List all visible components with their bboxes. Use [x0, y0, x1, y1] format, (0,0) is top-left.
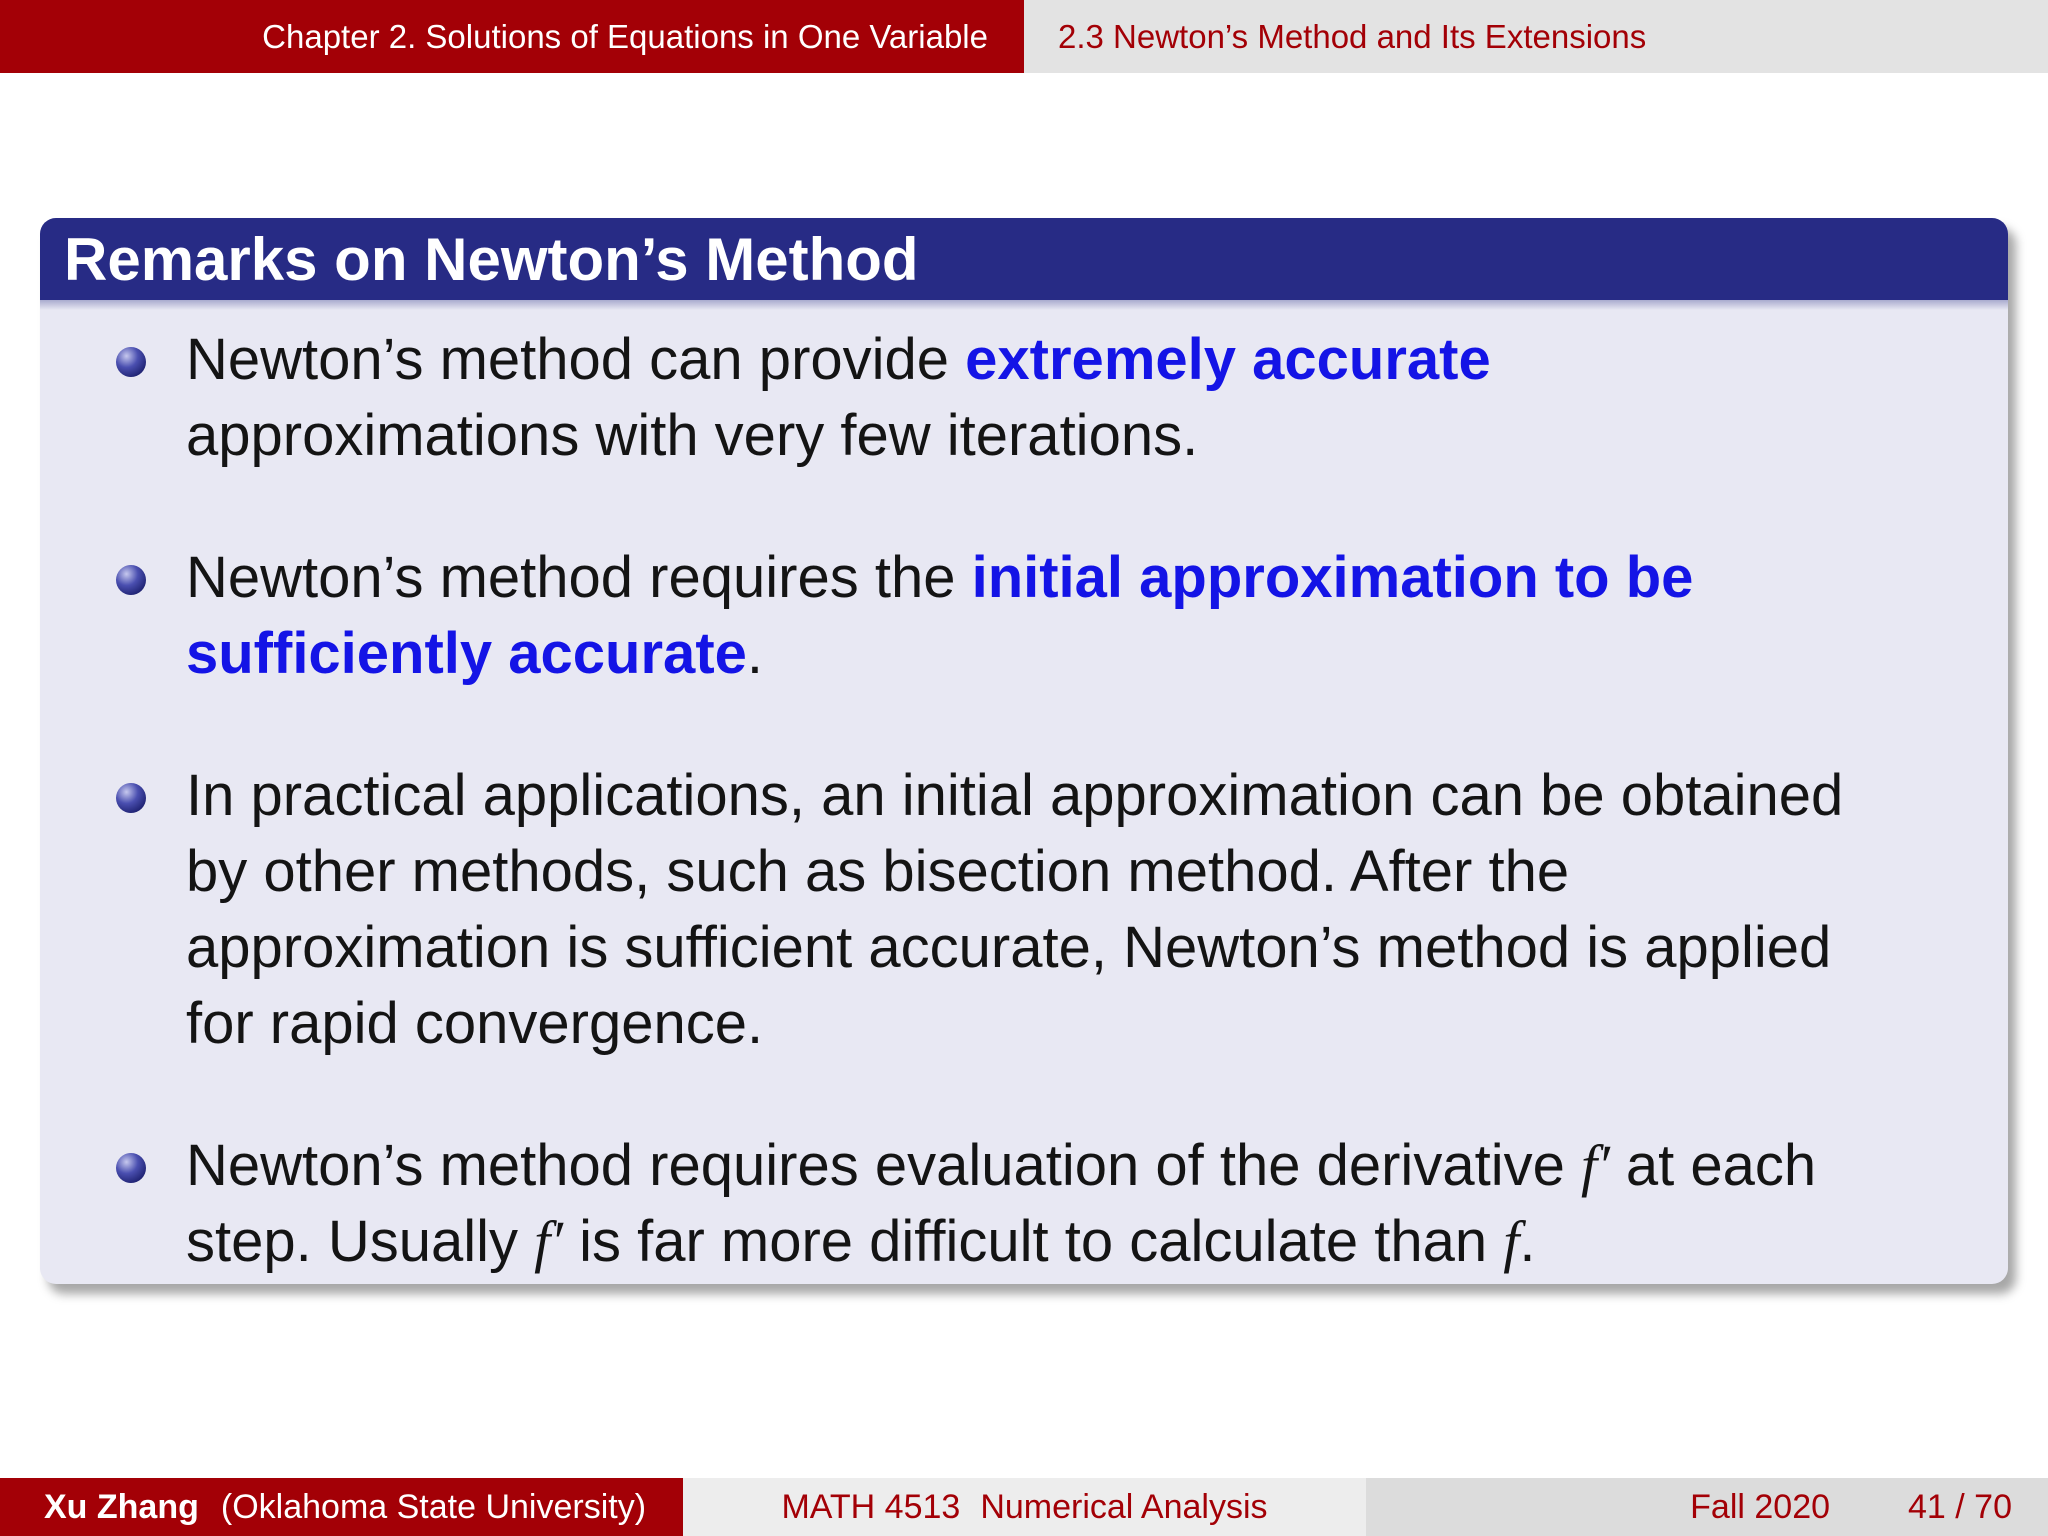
math-f-prime: f′	[1580, 1133, 1610, 1198]
footer-course[interactable]	[683, 1478, 1366, 1536]
item-line: by other methods, such as bisection method. After the	[186, 839, 1570, 904]
item-line: approximations with very few iterations.	[186, 403, 1199, 468]
list-item	[186, 322, 1986, 474]
bullet-icon	[116, 1153, 146, 1183]
header-chapter-label: Chapter 2. Solutions of Equations in One Variable	[262, 17, 988, 55]
highlight-text: sufficiently accurate	[186, 621, 747, 686]
item-line: Newton’s method requires the initial approximation to be	[186, 545, 1694, 610]
highlight-text: initial approximation to be	[971, 545, 1694, 610]
footer-bar	[0, 1478, 2048, 1536]
term-label: Fall 2020	[1690, 1487, 1831, 1526]
item-line: Newton’s method can provide extremely accurate	[186, 327, 1491, 392]
page-number: 41 / 70	[1908, 1487, 2012, 1526]
item-line: Newton’s method requires evaluation of the derivative f′ at each	[186, 1133, 1817, 1198]
footer-date-page	[1366, 1478, 2048, 1536]
header-section-label: 2.3 Newton’s Method and Its Extensions	[1058, 17, 1647, 55]
author-affiliation: (Oklahoma State University)	[220, 1487, 647, 1526]
block-title-text: Remarks on Newton’s Method	[64, 225, 919, 293]
list-item	[186, 1128, 1986, 1280]
item-line: approximation is sufficient accurate, Newton’s method is applied	[186, 915, 1832, 980]
list-item	[186, 758, 1986, 1062]
footer-author[interactable]	[0, 1478, 683, 1536]
item-line: sufficiently accurate.	[186, 621, 764, 686]
course-name: Numerical Analysis	[980, 1487, 1268, 1526]
item-line: In practical applications, an initial approximation can be obtained	[186, 763, 1844, 828]
math-f: f	[1503, 1209, 1520, 1274]
math-f-prime: f′	[534, 1209, 563, 1274]
bullet-icon	[116, 565, 146, 595]
block-title	[40, 218, 2008, 300]
course-number: MATH 4513	[781, 1487, 961, 1526]
highlight-text: extremely accurate	[965, 327, 1491, 392]
list-item	[186, 540, 1986, 692]
remarks-block	[40, 218, 2008, 1284]
header-section[interactable]	[1024, 0, 2048, 73]
bullet-icon	[116, 347, 146, 377]
bullet-icon	[116, 783, 146, 813]
header-chapter[interactable]	[0, 0, 1024, 73]
item-line: for rapid convergence.	[186, 991, 764, 1056]
author-name: Xu Zhang	[44, 1487, 199, 1526]
item-line: step. Usually f′ is far more difficult to calculate than f.	[186, 1209, 1536, 1274]
header-bar	[0, 0, 2048, 73]
